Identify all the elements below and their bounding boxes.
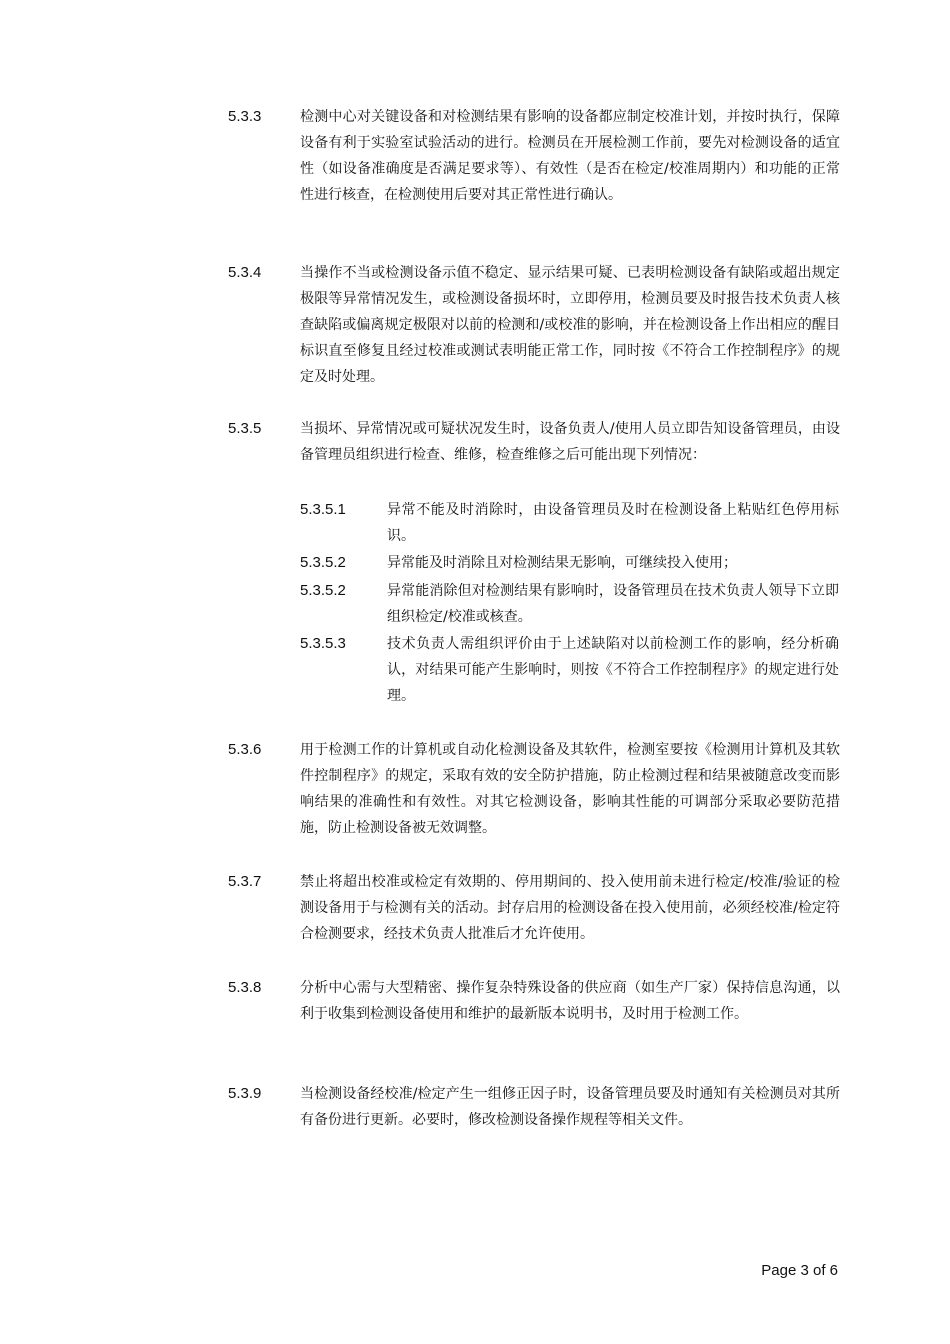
section-text: 当损坏、异常情况或可疑状况发生时，设备负责人/使用人员立即告知设备管理员，由设备管理员组织进行检查、维修，检查维修之后可能出现下列情况： bbox=[300, 421, 840, 463]
subsection-number: 5.3.5.1 bbox=[300, 501, 346, 518]
section-number: 5.3.8 bbox=[228, 979, 262, 996]
section-text: 当操作不当或检测设备示值不稳定、显示结果可疑、已表明检测设备有缺陷或超出规定极限等异常情况发生，或检测设备损坏时，立即停用，检测员要及时报告技术负责人核查缺陷或偏离规定极限对以前的检测和/或校准的影响，并在检测设备上作出相应的醒目标识直至修复且经过校准或测试表明能正常工作，同时按《不符合工作控制程序》的规定及时处理。 bbox=[300, 265, 840, 385]
section-number: 5.3.4 bbox=[228, 264, 262, 281]
subsection-text: 技术负责人需组织评价由于上述缺陷对以前检测工作的影响，经分析确认，对结果可能产生影响时，则按《不符合工作控制程序》的规定进行处理。 bbox=[387, 636, 839, 704]
section-number: 5.3.5 bbox=[228, 420, 262, 437]
section-number: 5.3.6 bbox=[228, 741, 262, 758]
subsection-number: 5.3.5.2 bbox=[300, 554, 346, 571]
section-text: 用于检测工作的计算机或自动化检测设备及其软件，检测室要按《检测用计算机及其软件控制程序》的规定，采取有效的安全防护措施，防止检测过程和结果被随意改变而影响结果的准确性和有效性。对其它检测设备，影响其性能的可调部分采取必要防范措施，防止检测设备被无效调整。 bbox=[300, 742, 840, 836]
subsection-text: 异常不能及时消除时，由设备管理员及时在检测设备上粘贴红色停用标识。 bbox=[387, 502, 839, 544]
section-text: 当检测设备经校准/检定产生一组修正因子时，设备管理员要及时通知有关检测员对其所有备份进行更新。必要时，修改检测设备操作规程等相关文件。 bbox=[300, 1086, 840, 1128]
section-text: 分析中心需与大型精密、操作复杂特殊设备的供应商（如生产厂家）保持信息沟通，以利于收集到检测设备使用和维护的最新版本说明书，及时用于检测工作。 bbox=[300, 980, 840, 1022]
page-number-footer: Page 3 of 6 bbox=[761, 1262, 838, 1279]
section-number: 5.3.7 bbox=[228, 873, 262, 890]
subsection-number: 5.3.5.2 bbox=[300, 582, 346, 599]
section-number: 5.3.3 bbox=[228, 108, 262, 125]
section-text: 检测中心对关键设备和对检测结果有影响的设备都应制定校准计划，并按时执行，保障设备有利于实验室试验活动的进行。检测员在开展检测工作前，要先对检测设备的适宜性（如设备准确度是否满足要求等）、有效性（是否在检定/校准周期内）和功能的正常性进行核查，在检测使用后要对其正常性进行确认。 bbox=[300, 109, 840, 203]
section-text: 禁止将超出校准或检定有效期的、停用期间的、投入使用前未进行检定/校准/验证的检测设备用于与检测有关的活动。封存启用的检测设备在投入使用前，必须经校准/检定符合检测要求，经技术负责人批准后才允许使用。 bbox=[300, 874, 840, 942]
subsection-text: 异常能及时消除且对检测结果无影响，可继续投入使用； bbox=[387, 555, 737, 571]
subsection-text: 异常能消除但对检测结果有影响时，设备管理员在技术负责人领导下立即组织检定/校准或核查。 bbox=[387, 583, 839, 625]
section-number: 5.3.9 bbox=[228, 1085, 262, 1102]
subsection-number: 5.3.5.3 bbox=[300, 635, 346, 652]
